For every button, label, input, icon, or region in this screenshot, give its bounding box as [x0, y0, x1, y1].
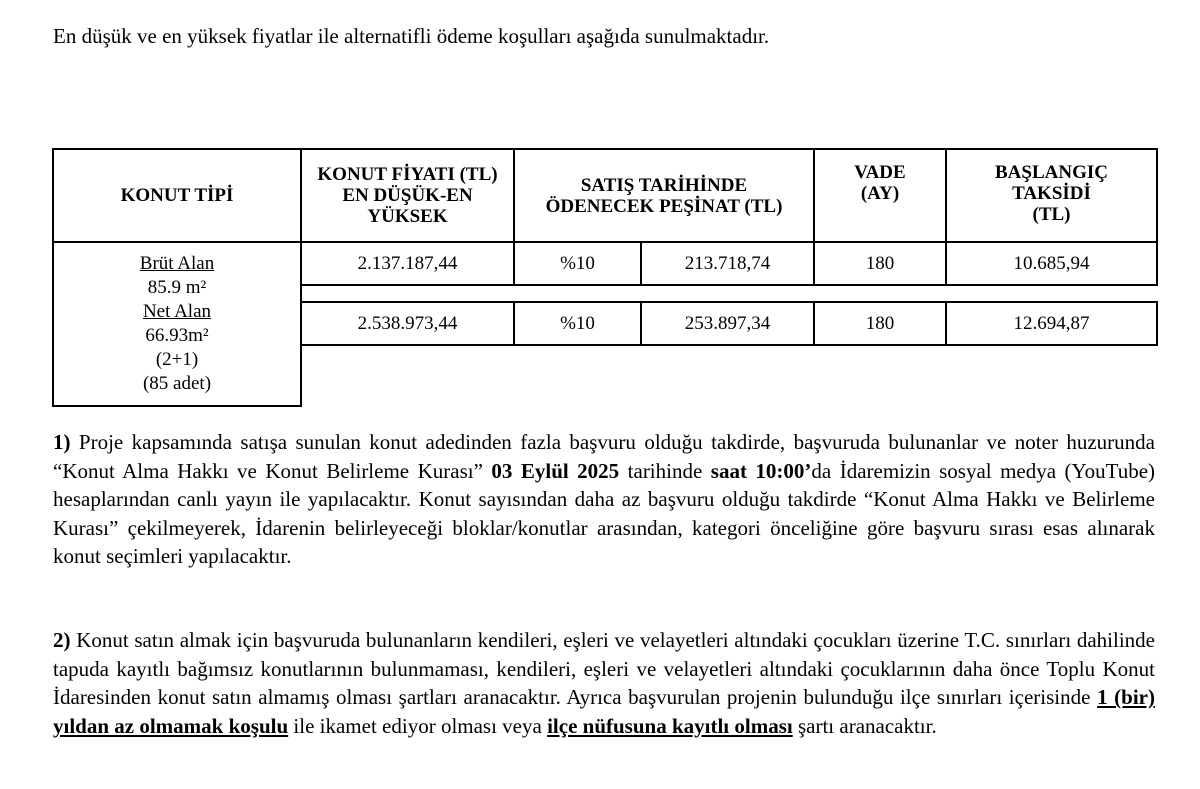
header-vade-line-1: VADE: [854, 162, 906, 183]
net-area-value: 66.93m²: [145, 325, 209, 346]
row1-downpayment: 213.718,74: [684, 252, 771, 274]
header-vade: [815, 150, 945, 241]
paragraph-2-number: 2): [53, 628, 71, 652]
row2-percent: %10: [560, 312, 595, 334]
intro-text: En düşük ve en yüksek fiyatlar ile alternatifli ödeme koşulları aşağıda sunulmaktadır.: [53, 24, 770, 48]
header-price-line-1: KONUT FİYATI (TL): [317, 164, 498, 185]
paragraph-2: [53, 626, 1155, 740]
paragraph-1-text-a: Proje kapsamında satışa sunulan konut adedinden fazla başvuru olduğu takdirde, başvuruda bulunanlar ve noter huzurunda “Konut Alma Hakkı ve Konut Belirleme Kurası”: [53, 430, 1155, 483]
row2-downpayment: 253.897,34: [684, 312, 771, 334]
header-vade-line-2: (AY): [860, 183, 900, 204]
paragraph-2-text-b: ile ikamet ediyor olması veya: [288, 713, 548, 738]
paragraph-1: [53, 428, 1155, 571]
lottery-time: saat 10:00’: [710, 458, 812, 483]
paragraph-1-text-b: tarihinde: [619, 458, 711, 483]
gross-area-label: Brüt Alan: [139, 253, 215, 274]
header-taksit-line-2: TAKSİDİ: [1012, 183, 1091, 204]
header-pesinat: [515, 150, 813, 241]
gross-area-value: 85.9 m²: [147, 277, 207, 298]
header-pesinat-line-2: ÖDENECEK PEŞİNAT (TL): [545, 195, 783, 217]
row1-term: 180: [865, 252, 895, 274]
row2-price: 2.538.973,44: [357, 312, 458, 334]
paragraph-2-text-c: şartı aranacaktır.: [792, 713, 937, 738]
row1-percent: %10: [560, 252, 595, 274]
header-baslangic-taksidi: [947, 150, 1156, 241]
room-count: (2+1): [155, 349, 199, 370]
unit-count: (85 adet): [142, 373, 212, 394]
net-area-label: Net Alan: [142, 301, 212, 322]
row1-installment: 10.685,94: [1013, 252, 1090, 274]
paragraph-2-text-a: Konut satın almak için başvuruda bulunanların kendileri, eşleri ve velayetleri altındaki çocukları üzerine T.C. sınırları dahilinde tapuda kayıtlı bağımsız konutlarının bulunmaması, kendileri, eşleri ve velayetleri altındaki çocuklarının daha önce Toplu Konut İdaresinden konut satın almamış olması şartları aranacaktır. Ayrıca başvurulan projenin bulunduğu ilçe sınırları içerisinde: [53, 628, 1155, 710]
header-price-line-2: EN DÜŞÜK-EN: [342, 185, 473, 206]
header-pesinat-line-1: SATIŞ TARİHİNDE: [580, 174, 748, 196]
row2-installment: 12.694,87: [1013, 312, 1090, 334]
residence-condition: 1 (bir) yıldan az olmamak koşulu: [53, 685, 1155, 738]
paragraph-1-number: 1): [53, 430, 71, 454]
konut-tipi-cell: [54, 252, 300, 402]
header-price-line-3: YÜKSEK: [367, 206, 448, 227]
lottery-date: 03 Eylül 2025: [491, 458, 620, 483]
row1-price: 2.137.187,44: [357, 252, 458, 274]
header-taksit-line-1: BAŞLANGIÇ: [995, 162, 1108, 183]
header-konut-fiyati: [302, 150, 513, 241]
header-taksit-line-3: (TL): [1032, 204, 1071, 225]
header-konut-tipi: [54, 150, 300, 241]
paragraph-1-text-c: da İdaremizin sosyal medya (YouTube) hesaplarından canlı yayın ile yapılacaktır. Konut sayısından daha az başvuru olduğu takdirde “Konut Alma Hakkı ve Belirleme Kurası” çekilmeyerek, İdarenin belirleyeceği bloklar/konutlar arasından, kategori önceliğine göre başvuru sırası esas alınarak konut seçimleri yapılacaktır.: [53, 458, 1156, 569]
header-konut-tipi-label: KONUT TİPİ: [120, 185, 234, 206]
registry-condition: ilçe nüfusuna kayıtlı olması: [547, 713, 793, 738]
row2-term: 180: [865, 312, 895, 334]
